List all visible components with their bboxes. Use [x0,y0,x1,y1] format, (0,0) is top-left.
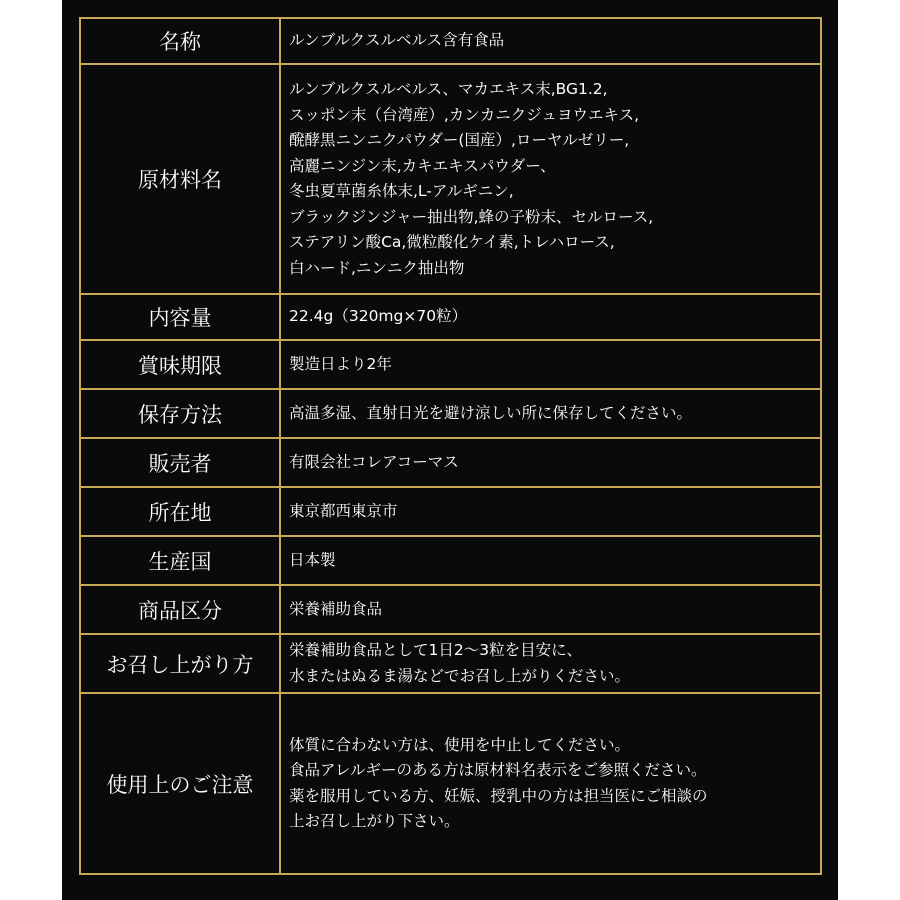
row-value-address [280,487,821,536]
value-line: ブラックジンジャー抽出物,蜂の子粉末、セルロース, [289,207,654,226]
value-line: 水またはぬるま湯などでお召し上がりください。 [289,666,631,685]
value-line: 栄養補助食品として1日2～3粒を目安に、 [289,641,583,659]
value-line: 高麗ニンジン末,カキエキスパウダー、 [289,156,556,175]
row-value-seller [280,438,821,487]
value-line: 有限会社コレアコーマス [289,452,459,471]
row-label-directions: お召し上がり方 [80,634,280,693]
table-row [80,294,821,340]
row-value-category [280,585,821,634]
table-row [80,536,821,585]
row-label-storage: 保存方法 [80,389,280,438]
row-value-directions [280,634,821,693]
value-line: 日本製 [289,550,336,569]
table-row [80,340,821,389]
value-line: 体質に合わない方は、使用を中止してください。 [289,735,631,754]
value-line: ルンブルクスルベルス、マカエキス末,BG1.2, [289,80,608,98]
value-line: ルンブルクスルベルス含有食品 [289,31,505,50]
table-row [80,487,821,536]
value-line: 醗酵黒ニンニクパウダー(国産）,ローヤルゼリー, [289,131,630,149]
table-row [80,634,821,693]
row-label-seller: 販売者 [80,438,280,487]
value-line: 冬虫夏草菌糸体末,L-アルギニン, [289,182,514,200]
value-line: 食品アレルギーのある方は原材料名表示をご参照ください。 [289,761,707,779]
row-value-ingredients [280,64,821,294]
value-line: 白ハード,ニンニク抽出物 [289,258,465,277]
table-row [80,438,821,487]
value-line: 栄養補助食品 [289,599,383,618]
table-row [80,693,821,874]
product-spec-table [79,17,822,875]
row-value-cautions [280,693,821,874]
table-row [80,18,821,64]
row-label-cautions: 使用上のご注意 [80,693,280,874]
row-label-category: 商品区分 [80,585,280,634]
row-label-expiry: 賞味期限 [80,340,280,389]
row-label-address: 所在地 [80,487,280,536]
value-line: 22.4g（320mg×70粒） [289,307,468,326]
row-label-contents: 内容量 [80,294,280,340]
value-line: スッポン末（台湾産）,カンカニクジュヨウエキス, [289,105,640,124]
value-line: 東京都西東京市 [289,501,398,520]
table-row [80,64,821,294]
value-line: 上お召し上がり下さい。 [289,812,460,830]
value-line: 製造日より2年 [289,354,392,373]
row-value-storage [280,389,821,438]
value-line: ステアリン酸Ca,微粒酸化ケイ素,トレハロース, [289,233,615,251]
row-label-country: 生産国 [80,536,280,585]
value-line: 高温多湿、直射日光を避け涼しい所に保存してください。 [289,403,693,422]
row-value-contents [280,294,821,340]
row-value-country [280,536,821,585]
row-value-name [280,18,821,64]
row-value-expiry [280,340,821,389]
table-row [80,389,821,438]
value-line: 薬を服用している方、妊娠、授乳中の方は担当医にご相談の [289,786,708,805]
row-label-ingredients: 原材料名 [80,64,280,294]
row-label-name: 名称 [80,18,280,64]
table-row [80,585,821,634]
